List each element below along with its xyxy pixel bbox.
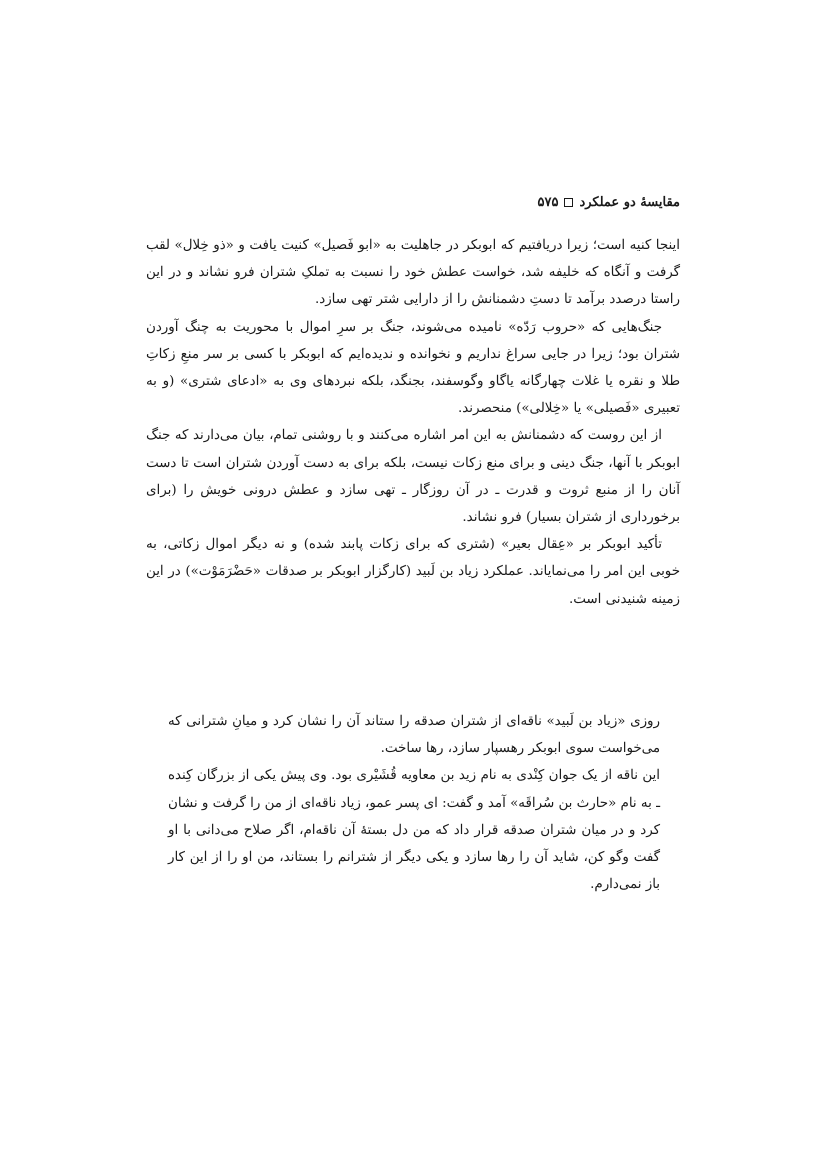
block-quote bbox=[168, 708, 660, 898]
running-head-title: مقایسهٔ دو عملکرد bbox=[579, 195, 680, 210]
running-head bbox=[380, 195, 680, 210]
page-number: ۵۷۵ bbox=[537, 195, 559, 210]
paragraph: از این روست که دشمنانش به این امر اشاره می‌کنند و با روشنی تمام، بیان می‌دارند که جنگ ابوبکر با آنها، جنگ دینی و برای منع زکات نیست، بلکه برای به دست آوردن شتران است تا دست آنان را از منبع ثروت و قدرت ـ در آن روزگار ـ تهی سازد و عطش درونی خویش را (برای برخورداری از شتران بسیار) فرو نشاند. bbox=[146, 428, 680, 526]
paragraph: جنگ‌هایی که «حروب رَدّه» نامیده می‌شوند، جنگ بر سرِ اموال با محوریت به چنگ آوردن شتران بود؛ زیرا در جایی سراغ نداریم و نخوانده و ندیده‌ایم که ابوبکر با کسی بر سر منعِ زکاتِ طلا و نقره یا غلات چهارگانه یاگاو وگوسفند، بجنگد، بلکه نبردهای وی به «ادعای شتری» (و به تعبیری «فَصیلی» یا «خِلالی») منحصرند. bbox=[146, 319, 680, 417]
quote-paragraph: روزی «زیاد بن لَبید» ناقه‌ای از شتران صدقه را ستاند آن را نشان کرد و میانِ شترانی که می‌خواست سوی ابوبکر رهسپار سازد، رها ساخت. bbox=[168, 714, 660, 757]
main-text bbox=[146, 232, 680, 613]
quote-paragraph: این ناقه از یک جوان کِنْدی به نام زید بن معاویه قُشَیْری بود. وی پیش یکی از بزرگان کِنده ـ به نام «حارث بن سُراقَه» آمد و گفت: ای پسر عمو، زیاد ناقه‌ای از من را گرفت و نشان کرد و در میان شتران صدقه قرار داد که من دل بستهٔ آن ناقه‌ام، اگر صلاح می‌دانی با او گفت وگو کن، شاید آن را رها سازد و یکی دیگر از شترانم را بستاند، من او را از این کار باز نمی‌دارم. bbox=[168, 768, 660, 893]
paragraph: تأکید ابوبکر بر «عِقال بعیر» (شتری که برای زکات پابند شده) و نه دیگر اموال زکاتی، به خوبی این امر را می‌نمایاند. عملکرد زیاد بن لَبید (کارگزار ابوبکر بر صدقات «حَضْرَمَوْت») در این زمینه شنیدنی است. bbox=[146, 537, 680, 607]
square-ornament-icon bbox=[564, 198, 573, 207]
paragraph: اینجا کنیه است؛ زیرا دریافتیم که ابوبکر در جاهلیت به «ابو فَصیل» کنیت یافت و «ذو خِلال» لقب گرفت و آنگاه که خلیفه شد، خواست عطش خود را نسبت به تملکِ شتران فرو نشاند و در این راستا درصدد برآمد تا دستِ دشمنانش را از دارایی شتر تهی سازد. bbox=[146, 238, 680, 308]
